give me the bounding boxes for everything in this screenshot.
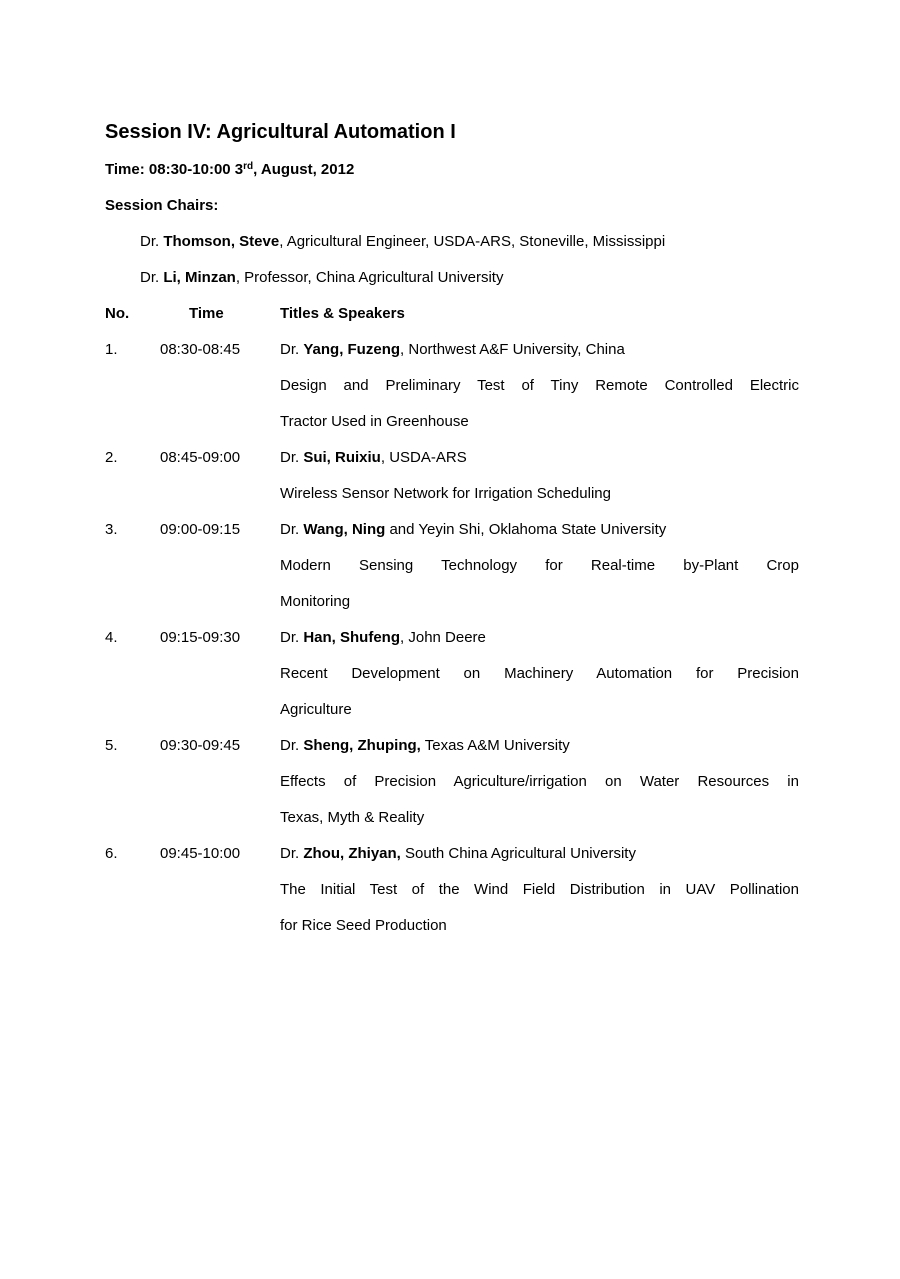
speaker-affiliation: South China Agricultural University [400,845,636,862]
chair-name: Li, Minzan [163,269,236,286]
talk-title-line: Monitoring [280,593,351,610]
talk-title-line: Agriculture [280,701,352,718]
row-number: 2. [105,449,118,466]
session-date-text: , August, 2012 [253,161,355,178]
row-number: 6. [105,845,118,862]
speaker-name: Zhou, Zhiyan, [303,845,401,862]
speaker-line [280,836,799,872]
speaker-name: Yang, Fuzeng [303,341,401,358]
table-header-row [105,296,799,332]
row-time: 09:45-10:00 [160,845,241,862]
row-time: 08:30-08:45 [160,341,241,358]
speaker-line [280,440,799,476]
speaker-line [280,620,799,656]
chair-row [105,260,799,296]
speaker-affiliation: and Yeyin Shi, Oklahoma State University [385,521,667,538]
speaker-prefix: Dr. [280,521,304,538]
speaker-affiliation: , USDA-ARS [380,449,467,466]
session-row [105,620,799,728]
speaker-prefix: Dr. [280,845,304,862]
row-content [280,440,799,512]
speaker-affiliation: Texas A&M University [420,737,570,754]
row-number: 5. [105,737,118,754]
row-time: 09:15-09:30 [160,629,241,646]
speaker-name: Sui, Ruixiu [303,449,381,466]
speaker-name: Wang, Ning [303,521,386,538]
header-titles-speakers: Titles & Speakers [280,305,405,322]
session-chairs-heading: Session Chairs: [105,197,219,214]
speaker-affiliation: , Northwest A&F University, China [400,341,625,358]
speaker-prefix: Dr. [280,341,304,358]
talk-title-line: Texas, Myth & Reality [280,809,425,826]
session-row [105,332,799,440]
row-time: 09:30-09:45 [160,737,241,754]
chair-prefix: Dr. [140,269,164,286]
row-number: 1. [105,341,118,358]
header-no: No. [105,305,130,322]
chair-name: Thomson, Steve [163,233,280,250]
session-row [105,728,799,836]
speaker-prefix: Dr. [280,629,304,646]
chair-prefix: Dr. [140,233,164,250]
talk-title-line: for Rice Seed Production [280,917,447,934]
date-ordinal-superscript: rd [243,161,254,172]
talk-title-line: Effects of Precision Agriculture/irrigation on Water Resources in [280,773,799,790]
talk-title-line: Recent Development on Machinery Automation for Precision [280,665,799,682]
chair-affiliation: , Agricultural Engineer, USDA-ARS, Stoneville, Mississippi [279,233,666,250]
speaker-prefix: Dr. [280,737,304,754]
session-row [105,440,799,512]
speaker-affiliation: , John Deere [400,629,486,646]
talk-title-line: Design and Preliminary Test of Tiny Remote Controlled Electric [280,377,799,394]
header-time: Time [189,305,224,322]
speaker-prefix: Dr. [280,449,304,466]
speaker-line [280,728,799,764]
speaker-name: Sheng, Zhuping, [303,737,421,754]
row-content [280,512,799,620]
row-content [280,728,799,836]
row-number: 3. [105,521,118,538]
session-time-line [105,152,799,188]
chair-affiliation: , Professor, China Agricultural University [235,269,504,286]
speaker-line [280,332,799,368]
session-row [105,512,799,620]
session-row [105,836,799,944]
talk-title-line: Modern Sensing Technology for Real-time by-Plant Crop [280,557,799,574]
row-content [280,332,799,440]
talk-title-line: The Initial Test of the Wind Field Distribution in UAV Pollination [280,881,799,898]
row-number: 4. [105,629,118,646]
session-title: Session IV: Agricultural Automation I [105,121,456,143]
talk-title-line: Wireless Sensor Network for Irrigation Scheduling [280,485,611,502]
talk-title-line: Tractor Used in Greenhouse [280,413,469,430]
speaker-line [280,512,799,548]
chair-row [105,224,799,260]
row-time: 09:00-09:15 [160,521,241,538]
row-time: 08:45-09:00 [160,449,241,466]
speaker-name: Han, Shufeng [303,629,401,646]
row-content [280,836,799,944]
session-time-text: Time: 08:30-10:00 3 [105,161,244,178]
row-content [280,620,799,728]
